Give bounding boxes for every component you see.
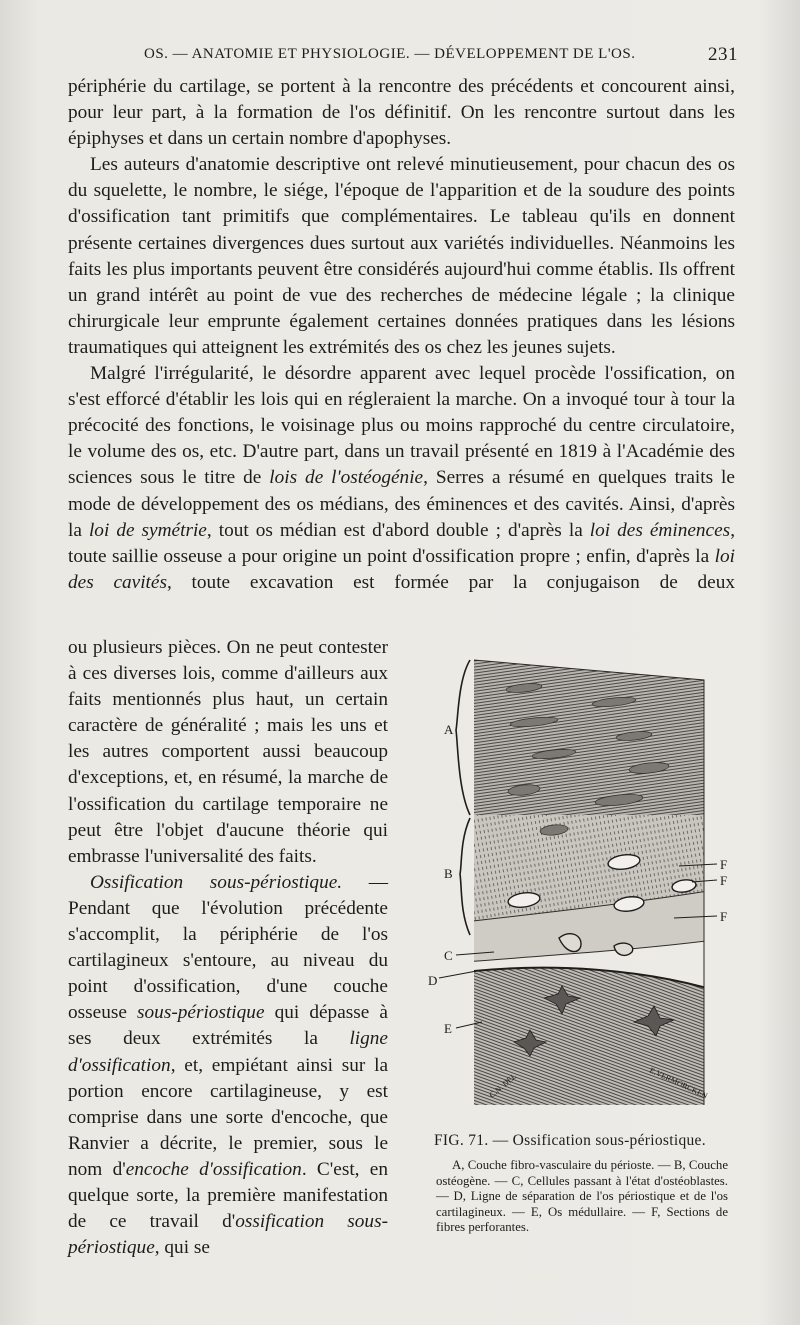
label-b: B	[444, 866, 453, 881]
signature-left: C.N. DEL	[487, 1071, 519, 1100]
term-sous-periostique: sous-périostique	[137, 1002, 265, 1024]
page-number: 231	[708, 44, 738, 65]
paragraph-3-text-e: , toute excavation est formée par la conjugaison de deux	[166, 571, 735, 593]
paragraph-3-text-a: Malgré l'irrégularité, le désordre apparent avec lequel procède l'ossification, on s'est efforcé d'établir les lois qui en régleraient la marche. On a invoqué tour à tour la précocité des fonctions, le voisinage plus ou moins rapproché du centre circulatoire, le volume des os, etc. D'autre part, dans un travail présenté en 1819 à l'Académie des sciences sous le titre de	[68, 363, 735, 489]
term-encoche-ossification: encoche d'ossification	[125, 1158, 302, 1180]
brackets	[456, 660, 470, 935]
term-loi-cavites: loi des cavités	[68, 545, 735, 593]
paragraph-3-text-b: , Serres a résumé en quelques traits le mode de développement des os médians, des éminences et des cavités. Ainsi, d'après la	[68, 467, 735, 541]
paragraph-1: périphérie du cartilage, se portent à la rencontre des précédents et concourent ainsi, pour leur part, à la formation de l'os définitif. On les rencontre surtout dans les épiphyses et dans un certain nombre d'apophyses.	[68, 76, 735, 150]
label-f3: F	[720, 909, 728, 924]
paragraph-4	[68, 870, 388, 1261]
paragraph-4-text-b: qui dépasse à ses deux extrémités la	[68, 1002, 388, 1050]
label-a: A	[444, 722, 454, 737]
term-ligne-ossification: ligne d'ossification	[68, 1028, 388, 1076]
term-lois-osteogenie: lois de l'ostéogénie	[269, 467, 424, 489]
label-d: D	[428, 973, 438, 988]
label-c: C	[444, 948, 453, 963]
label-f1: F	[720, 857, 728, 872]
paragraph-3-text-d: , toute saillie osseuse a pour origine un point d'ossification propre ; enfin, d'après la	[68, 519, 736, 567]
label-e: E	[444, 1021, 452, 1036]
section-heading-ossification: Ossification sous-périostique.	[90, 871, 343, 893]
term-loi-symetrie: loi de symétrie	[88, 519, 207, 541]
figure-71-illustration	[428, 650, 744, 1120]
paragraph-4-text-d: . C'est, en quelque sorte, la première manifestation de ce travail d'	[68, 1158, 388, 1233]
figure-caption-title: FIG. 71. — Ossification sous-périostique.	[434, 1132, 706, 1149]
column-text	[68, 635, 388, 1261]
paragraph-3-end: ou plusieurs pièces. On ne peut contester à ces diverses lois, comme d'ailleurs aux faits mentionnés plus haut, un certain caractère de généralité ; mais les uns et les autres comportent aussi beaucoup d'exceptions, et, en résumé, la marche de l'ossification du cartilage temporaire ne peut être l'objet d'aucune théorie qui embrasse l'universalité des faits.	[68, 637, 388, 867]
main-text	[68, 74, 735, 596]
paragraph-2: Les auteurs d'anatomie descriptive ont relevé minutieusement, pour chacun des os du squelette, le nombre, le siége, l'époque de l'apparition et de la soudure des points d'ossification tant primitifs que complémentaires. Le tableau qu'ils en donnent présente certaines divergences dues surtout aux variétés individuelles. Néanmoins les faits les plus importants peuvent être considérés aujourd'hui comme établis. Ils offrent un grand intérêt au point de vue des recherches de médecine légale ; la clinique chirurgicale leur emprunte également certaines données pratiques dans les lésions traumatiques qui atteignent les extrémités des os chez les jeunes sujets.	[68, 154, 735, 358]
paragraph-4-text-c: , et, empiétant ainsi sur la portion encore cartilagineuse, y est comprise dans une sorte d'encoche, que Ranvier a décrite, le premier, sous le nom d'	[68, 1054, 388, 1180]
paragraph-3-text-c: , tout os médian est d'abord double ; d'après la	[206, 519, 583, 541]
running-header	[68, 44, 738, 70]
label-f2: F	[720, 873, 728, 888]
periosteum-layer	[464, 650, 714, 820]
figure-caption-legend	[436, 1158, 728, 1236]
running-title: OS. — ANATOMIE ET PHYSIOLOGIE. — DÉVELOPPEMENT DE L'OS.	[144, 46, 636, 62]
paragraph-4-text-e: , qui se	[154, 1237, 210, 1259]
paragraph-4-text-a: — Pendant que l'évolution précédente s'accomplit, la périphérie de l'os cartilagineux s'entoure, au niveau du point d'ossification, d'une couche osseuse	[68, 871, 388, 1024]
bracket-a	[456, 660, 470, 815]
signature-right: E.VERMORCKEN	[648, 1065, 709, 1101]
figure-legend-text: A, Couche fibro-vasculaire du périoste. — B, Couche ostéogène. — C, Cellules passant à l'état d'ostéoblastes. — D, Ligne de séparation de l'os périostique et de l'os cartilagineux. — E, Os médullaire. — F, Sections de fibres perforantes.	[436, 1158, 728, 1235]
term-loi-eminences: loi des éminences	[589, 519, 731, 541]
bracket-b	[460, 818, 470, 935]
paragraph-3	[68, 361, 735, 596]
term-ossification-sous-periostique: ossification sous-périostique	[68, 1211, 388, 1259]
